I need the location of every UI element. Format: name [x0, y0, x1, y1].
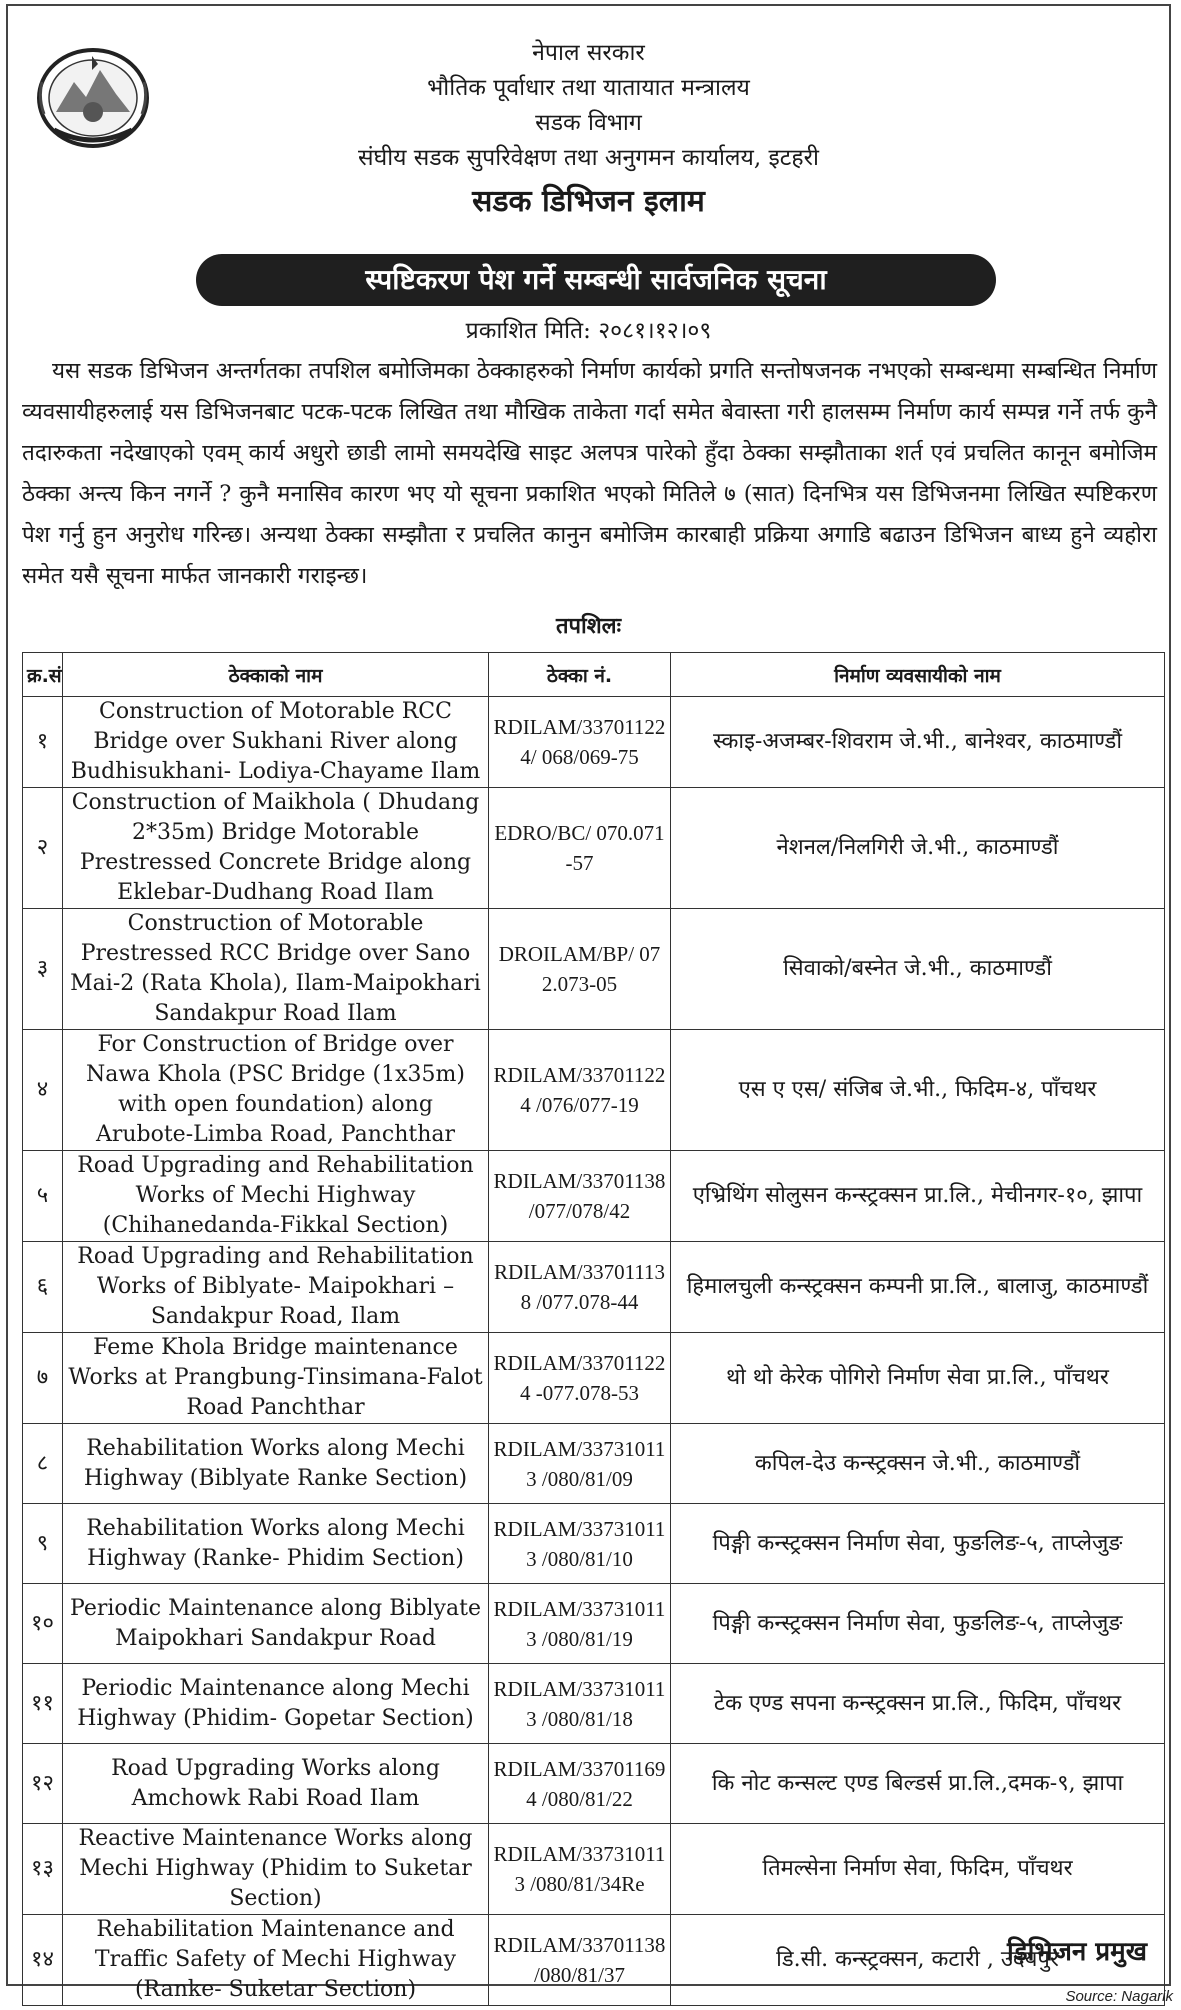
- table-row: [23, 1504, 1165, 1584]
- row-serial: २: [23, 788, 63, 909]
- source-credit: Source: Nagarik: [1065, 1988, 1173, 2005]
- row-serial: ९: [23, 1504, 63, 1584]
- row-contract-name: Road Upgrading and Rehabilitation Works of Mechi Highway (Chihanedanda-Fikkal Section): [63, 1151, 489, 1242]
- row-contract-name: Construction of Maikhola ( Dhudang 2*35m) Bridge Motorable Prestressed Concrete Bridge along Eklebar-Dudhang Road Ilam: [63, 788, 489, 909]
- notice-title-banner: स्पष्टिकरण पेश गर्ने सम्बन्धी सार्वजनिक सूचना: [196, 254, 996, 306]
- table-caption: तपशिलः: [555, 614, 622, 639]
- table-row: [23, 1824, 1165, 1915]
- row-serial: १: [23, 697, 63, 788]
- row-contract-number: RDILAM/33701138 /077/078/42: [489, 1151, 671, 1242]
- row-contractor: पिङ्गी कन्स्ट्रक्सन निर्माण सेवा, फुङलिङ-५, ताप्लेजुङ: [671, 1504, 1165, 1584]
- row-contract-name: Road Upgrading Works along Amchowk Rabi Road Ilam: [63, 1744, 489, 1824]
- row-contractor: एस ए एस/ संजिब जे.भी., फिदिम-४, पाँचथर: [671, 1030, 1165, 1151]
- row-contractor: नेशनल/निलगिरी जे.भी., काठमाण्डौं: [671, 788, 1165, 909]
- row-contract-number: DROILAM/BP/ 072.073-05: [489, 909, 671, 1030]
- row-contract-number: RDILAM/337310113 /080/81/18: [489, 1664, 671, 1744]
- row-contract-name: Rehabilitation Maintenance and Traffic Safety of Mechi Highway (Ranke- Suketar Section): [63, 1915, 489, 2006]
- row-contract-name: Rehabilitation Works along Mechi Highway (Ranke- Phidim Section): [63, 1504, 489, 1584]
- row-serial: ११: [23, 1664, 63, 1744]
- row-contract-name: Periodic Maintenance along Biblyate Maipokhari Sandakpur Road: [63, 1584, 489, 1664]
- row-contract-number: RDILAM/337310113 /080/81/09: [489, 1424, 671, 1504]
- publish-date: प्रकाशित मिति: २०८१।१२।०९: [465, 318, 712, 344]
- row-serial: १२: [23, 1744, 63, 1824]
- row-contract-number: RDILAM/337011138 /077.078-44: [489, 1242, 671, 1333]
- table-row: [23, 1584, 1165, 1664]
- row-contract-number: RDILAM/337011224 /076/077-19: [489, 1030, 671, 1151]
- table-row: [23, 788, 1165, 909]
- row-contract-name: Rehabilitation Works along Mechi Highway (Biblyate Ranke Section): [63, 1424, 489, 1504]
- signature-title: डिभिजन प्रमुख: [1006, 1937, 1147, 1967]
- row-contract-number: RDILAM/337011224/ 068/069-75: [489, 697, 671, 788]
- row-contract-name: Reactive Maintenance Works along Mechi Highway (Phidim to Suketar Section): [63, 1824, 489, 1915]
- row-serial: १०: [23, 1584, 63, 1664]
- row-contract-name: Feme Khola Bridge maintenance Works at Prangbung-Tinsimana-Falot Road Panchthar: [63, 1333, 489, 1424]
- row-contract-name: Periodic Maintenance along Mechi Highway (Phidim- Gopetar Section): [63, 1664, 489, 1744]
- row-serial: ८: [23, 1424, 63, 1504]
- table-row: [23, 697, 1165, 788]
- row-contractor: कि नोट कन्सल्ट एण्ड बिल्डर्स प्रा.लि.,दमक-९, झापा: [671, 1744, 1165, 1824]
- row-serial: ६: [23, 1242, 63, 1333]
- table-row: [23, 909, 1165, 1030]
- row-contractor: तिमल्सेना निर्माण सेवा, फिदिम, पाँचथर: [671, 1824, 1165, 1915]
- row-serial: १४: [23, 1915, 63, 2006]
- row-contractor: एभ्रिथिंग सोलुसन कन्स्ट्रक्सन प्रा.लि., मेचीनगर-१०, झापा: [671, 1151, 1165, 1242]
- row-contractor: हिमालचुली कन्स्ट्रक्सन कम्पनी प्रा.लि., बालाजु, काठमाण्डौं: [671, 1242, 1165, 1333]
- header-block: [8, 36, 1169, 222]
- row-contractor: कपिल-देउ कन्स्ट्रक्सन जे.भी., काठमाण्डौं: [671, 1424, 1165, 1504]
- row-serial: ७: [23, 1333, 63, 1424]
- row-contract-name: Road Upgrading and Rehabilitation Works of Biblyate- Maipokhari – Sandakpur Road, Ilam: [63, 1242, 489, 1333]
- row-contract-name: For Construction of Bridge over Nawa Khola (PSC Bridge (1x35m) with open foundation) along Arubote-Limba Road, Panchthar: [63, 1030, 489, 1151]
- header-line-3: सडक विभाग: [535, 110, 642, 136]
- table-row: [23, 1333, 1165, 1424]
- row-contract-number: RDILAM/337310113 /080/81/19: [489, 1584, 671, 1664]
- header-line-2: भौतिक पूर्वाधार तथा यातायात मन्त्रालय: [427, 75, 750, 101]
- header-contract-number: ठेक्का नं.: [489, 653, 671, 697]
- table-header-row: [23, 653, 1165, 697]
- header-serial: क्र.सं: [23, 653, 63, 697]
- row-serial: ४: [23, 1030, 63, 1151]
- header-line-1: नेपाल सरकार: [532, 40, 645, 66]
- row-serial: १३: [23, 1824, 63, 1915]
- notice-body-text: यस सडक डिभिजन अन्तर्गतका तपशिल बमोजिमका ठेक्काहरुको निर्माण कार्यको प्रगति सन्तोषजनक नभएको सम्बन्धमा सम्बन्धित निर्माण व्यवसायीहरुलाई यस डिभिजनबाट पटक-पटक लिखित तथा मौखिक ताकेता गर्दा समेत बेवास्ता गरी हालसम्म निर्माण कार्य सम्पन्न गर्ने तर्फ कुनै तदारुकता नदेखाएको एवम् कार्य अधुरो छाडी लामो समयदेखि साइट अलपत्र पारेको हुँदा ठेक्का सम्झौताका शर्त एवं प्रचलित कानून बमोजिम ठेक्का अन्त्य किन नगर्ने ? कुनै मनासिव कारण भए यो सूचना प्रकाशित भएको मितिले ७ (सात) दिनभित्र यस डिभिजनमा लिखित स्पष्टिकरण पेश गर्नु हुन अनुरोध गरिन्छ। अन्यथा ठेक्का सम्झौता र प्रचलित कानुन बमोजिम कारबाही प्रक्रिया अगाडि बढाउन डिभिजन बाध्य हुने व्यहोरा समेत यसै सूचना मार्फत जानकारी गराइन्छ।: [22, 358, 1157, 589]
- row-contractor: थो थो केरेक पोगिरो निर्माण सेवा प्रा.लि., पाँचथर: [671, 1333, 1165, 1424]
- row-contractor: टेक एण्ड सपना कन्स्ट्रक्सन प्रा.लि., फिदिम, पाँचथर: [671, 1664, 1165, 1744]
- row-contract-name: Construction of Motorable RCC Bridge over Sukhani River along Budhisukhani- Lodiya-Chayame Ilam: [63, 697, 489, 788]
- row-contract-number: EDRO/BC/ 070.071-57: [489, 788, 671, 909]
- header-contract-name: ठेक्काको नाम: [63, 653, 489, 697]
- table-row: [23, 1915, 1165, 2006]
- row-serial: ३: [23, 909, 63, 1030]
- table-row: [23, 1030, 1165, 1151]
- contracts-table: [22, 652, 1165, 2006]
- row-contractor: पिङ्गी कन्स्ट्रक्सन निर्माण सेवा, फुङलिङ-५, ताप्लेजुङ: [671, 1584, 1165, 1664]
- row-contractor: डि.सी. कन्स्ट्रक्सन, कटारी , उदयपुर: [671, 1915, 1165, 2006]
- table-row: [23, 1242, 1165, 1333]
- table-row: [23, 1664, 1165, 1744]
- row-contract-number: RDILAM/33701138 /080/81/37: [489, 1915, 671, 2006]
- table-row: [23, 1744, 1165, 1824]
- header-contractor-name: निर्माण व्यवसायीको नाम: [671, 653, 1165, 697]
- table-row: [23, 1151, 1165, 1242]
- row-contractor: स्काइ-अजम्बर-शिवराम जे.भी., बानेश्वर, काठमाण्डौं: [671, 697, 1165, 788]
- row-contract-name: Construction of Motorable Prestressed RCC Bridge over Sano Mai-2 (Rata Khola), Ilam-Maipokhari Sandakpur Road Ilam: [63, 909, 489, 1030]
- header-line-4: संघीय सडक सुपरिवेक्षण तथा अनुगमन कार्यालय, इटहरी: [358, 145, 819, 171]
- row-serial: ५: [23, 1151, 63, 1242]
- row-contract-number: RDILAM/337310113 /080/81/34Re: [489, 1824, 671, 1915]
- row-contract-number: RDILAM/337011224 -077.078-53: [489, 1333, 671, 1424]
- office-title: सडक डिभिजन इलाम: [472, 184, 705, 219]
- row-contract-number: RDILAM/337011694 /080/81/22: [489, 1744, 671, 1824]
- row-contract-number: RDILAM/337310113 /080/81/10: [489, 1504, 671, 1584]
- row-contractor: सिवाको/बस्नेत जे.भी., काठमाण्डौं: [671, 909, 1165, 1030]
- table-row: [23, 1424, 1165, 1504]
